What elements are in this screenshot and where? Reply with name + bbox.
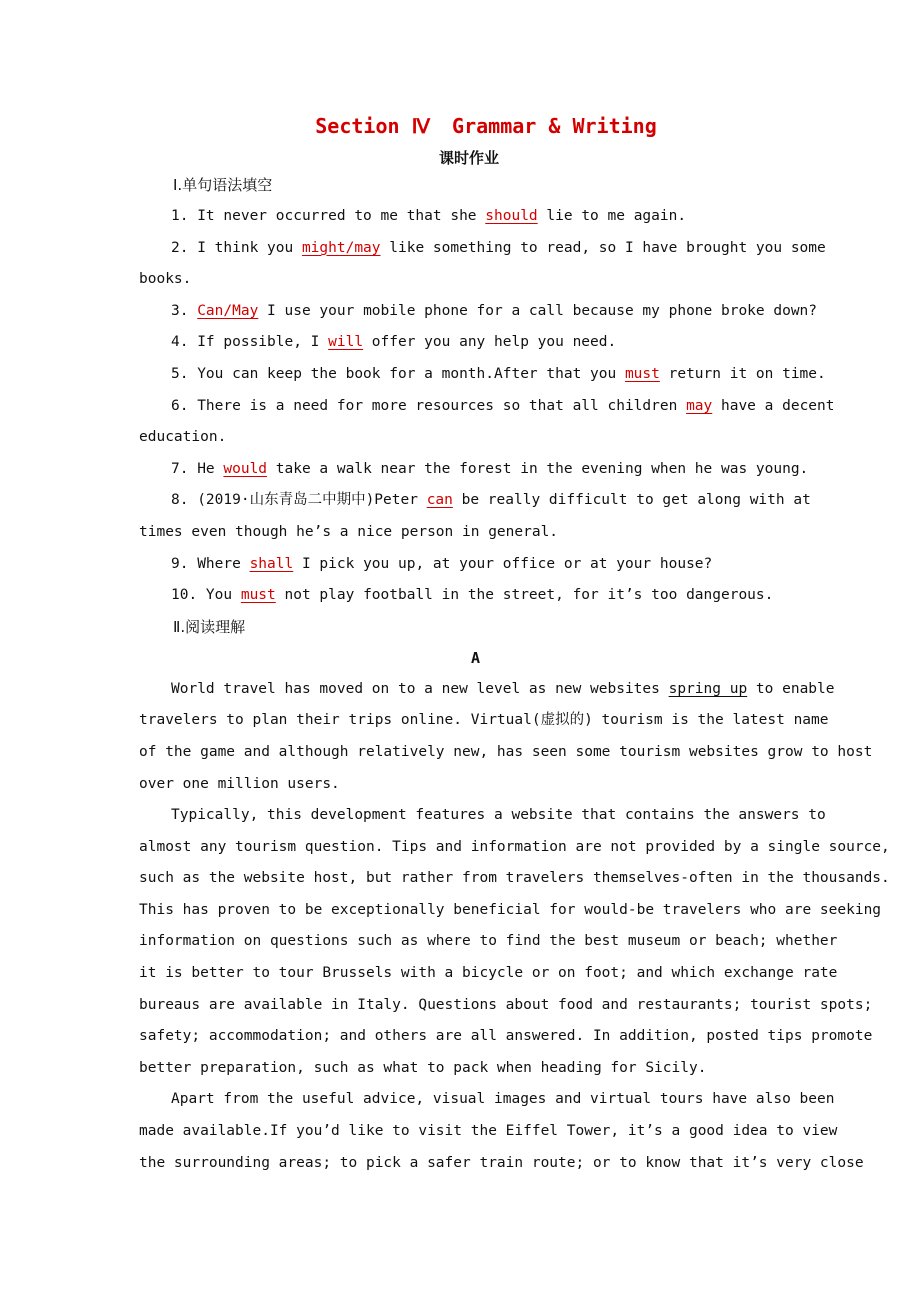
exercise-item: 10. You must not play football in the street, for it’s too dangerous. bbox=[171, 587, 774, 604]
passage-paragraph-2 bbox=[139, 800, 890, 1084]
answer-text: must bbox=[240, 587, 276, 604]
section-number: Section Ⅳ bbox=[315, 114, 431, 138]
exercise-item: 1. It never occurred to me that she should lie to me again. bbox=[171, 208, 687, 224]
passage-line: travelers to plan their trips online. Virtual(虚拟的) tourism is the latest name bbox=[139, 712, 829, 729]
passage-label: A bbox=[470, 648, 481, 667]
passage-line: almost any tourism question. Tips and information are not provided by a single source, bbox=[139, 838, 890, 855]
answer-text: will bbox=[328, 334, 364, 351]
passage-line: of the game and although relatively new, has seen some tourism websites grow to host bbox=[139, 743, 873, 760]
passage-line: the surrounding areas; to pick a safer train route; or to know that it’s very close bbox=[139, 1154, 864, 1171]
passage-line: World travel has moved on to a new level as new websites spring up to enable bbox=[171, 680, 835, 697]
exercise-item-continuation: education. bbox=[139, 429, 227, 446]
answer-text: would bbox=[223, 460, 268, 477]
passage-line: Apart from the useful advice, visual images and virtual tours have also been bbox=[171, 1091, 835, 1108]
passage-line: it is better to tour Brussels with a bicycle or on foot; and which exchange rate bbox=[139, 965, 838, 982]
answer-text: can bbox=[426, 492, 453, 509]
underlined-phrase: spring up bbox=[668, 680, 748, 697]
passage-line: This has proven to be exceptionally beneficial for would-be travelers who are seeking bbox=[139, 901, 882, 918]
section-topic: Grammar & Writing bbox=[452, 114, 657, 138]
page-content bbox=[139, 110, 890, 1179]
part2-heading: Ⅱ.阅读理解 bbox=[173, 617, 246, 636]
exercise-item-continuation: times even though he’s a nice person in general. bbox=[139, 523, 559, 540]
subtitle: 课时作业 bbox=[438, 149, 499, 167]
section-title bbox=[173, 110, 799, 142]
exercise-item: 8. (2019·山东青岛二中期中)Peter can be really difficult to get along with at bbox=[171, 492, 811, 509]
passage-paragraph-1 bbox=[139, 674, 873, 800]
exercise-item: 6. There is a need for more resources so that all children may have a decent bbox=[171, 397, 835, 414]
passage-line: safety; accommodation; and others are all answered. In addition, posted tips promote bbox=[139, 1028, 873, 1045]
passage-line: bureaus are available in Italy. Questions about food and restaurants; tourist spots; bbox=[139, 996, 873, 1013]
exercise-item: 4. If possible, I will offer you any help you need. bbox=[171, 334, 617, 351]
exercise-item-continuation: books. bbox=[139, 271, 192, 288]
passage-line: better preparation, such as what to pack when heading for Sicily. bbox=[139, 1059, 707, 1076]
answer-text: might/may bbox=[301, 239, 381, 256]
passage-paragraph-3 bbox=[139, 1084, 864, 1179]
answer-text: should bbox=[485, 208, 538, 224]
answer-text: shall bbox=[249, 555, 294, 572]
part1-heading: Ⅰ.单句语法填空 bbox=[173, 176, 273, 194]
passage-line: over one million users. bbox=[139, 775, 340, 792]
answer-text: must bbox=[624, 365, 660, 382]
exercise-item: 3. Can/May I use your mobile phone for a call because my phone broke down? bbox=[171, 302, 818, 319]
exercise-item: 2. I think you might/may like something to read, so I have brought you some bbox=[171, 239, 826, 256]
exercise-item: 5. You can keep the book for a month.After that you must return it on time. bbox=[171, 365, 826, 382]
answer-text: may bbox=[686, 397, 713, 414]
passage-line: such as the website host, but rather from travelers themselves-often in the thousands. bbox=[139, 870, 890, 887]
passage-line: made available.If you’d like to visit the Eiffel Tower, it’s a good idea to view bbox=[139, 1123, 838, 1140]
exercise-item: 7. He would take a walk near the forest in the evening when he was young. bbox=[171, 460, 809, 477]
exercise-item: 9. Where shall I pick you up, at your office or at your house? bbox=[171, 555, 713, 572]
answer-text: Can/May bbox=[197, 302, 259, 319]
passage-line: information on questions such as where to find the best museum or beach; whether bbox=[139, 933, 838, 950]
passage-line: Typically, this development features a website that contains the answers to bbox=[171, 807, 826, 824]
exercise-list bbox=[139, 201, 835, 612]
